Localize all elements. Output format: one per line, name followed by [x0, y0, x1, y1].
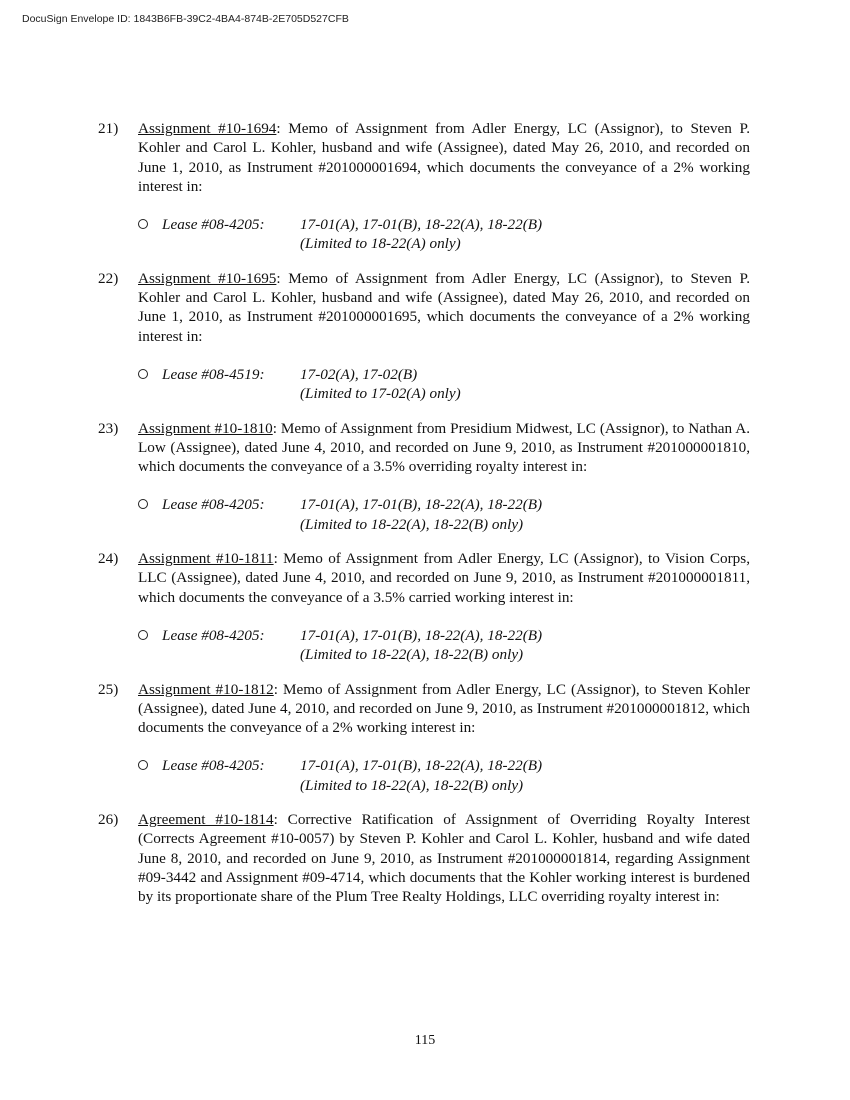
bullet-circle-icon [138, 630, 148, 640]
entry-paragraph [138, 810, 750, 906]
lease-id: Lease #08-4205: [162, 626, 265, 644]
envelope-id: DocuSign Envelope ID: 1843B6FB-39C2-4BA4-874B-2E705D527CFB [22, 13, 349, 25]
lease-tracts: 17-02(A), 17-02(B) [300, 365, 418, 383]
entry-22 [98, 269, 750, 404]
lease-tracts: 17-01(A), 17-01(B), 18-22(A), 18-22(B) [300, 496, 543, 514]
entry-paragraph [138, 680, 750, 738]
lease-id: Lease #08-4205: [162, 496, 265, 514]
entry-number: 24) [98, 550, 119, 568]
bullet-circle-icon [138, 369, 148, 379]
lease-tracts: 17-01(A), 17-01(B), 18-22(A), 18-22(B) [300, 216, 543, 234]
entry-number: 26) [98, 811, 119, 829]
lease-limit: (Limited to 17-02(A) only) [300, 385, 461, 403]
lease-item [138, 626, 750, 665]
entry-label: Agreement #10-1814 [138, 811, 274, 829]
document-body [98, 119, 750, 922]
entry-23 [98, 419, 750, 534]
entry-text: : Corrective Ratification of Assignment of Overriding Royalty Interest (Corrects Agreement #10-0057) by Steven P. Kohler and Carol L. Kohler, husband and wife dated June 8, 2010, and recorded on June 9, 2010, as Instrument #201000001814, regarding Assignment #09-3442 and Assignment #09-4714, which documents that the Kohler working interest is burdened by its proportionate share of the Plum Tree Realty Holdings, LLC overriding royalty interest in: [138, 811, 750, 906]
lease-limit: (Limited to 18-22(A), 18-22(B) only) [300, 515, 524, 533]
entry-label: Assignment #10-1810 [138, 419, 273, 437]
lease-tracts: 17-01(A), 17-01(B), 18-22(A), 18-22(B) [300, 626, 543, 644]
lease-id: Lease #08-4205: [162, 216, 265, 234]
entry-text: : Memo of Assignment from Presidium Midwest, LC (Assignor), to Nathan A. Low (Assignee), dated June 4, 2010, and recorded on June 9, 2010, as Instrument #201000001810, which documents the conveyance of a 3.5% overriding royalty interest in: [138, 419, 750, 476]
entry-number: 25) [98, 680, 119, 698]
entry-paragraph [138, 119, 750, 196]
lease-limit: (Limited to 18-22(A), 18-22(B) only) [300, 776, 524, 794]
entry-26 [98, 810, 750, 906]
entry-text: : Memo of Assignment from Adler Energy, LC (Assignor), to Steven Kohler (Assignee), dated June 4, 2010, and recorded on June 9, 2010, as Instrument #201000001812, which documents the conveyance of a 2% working interest in: [138, 680, 750, 737]
entry-number: 21) [98, 120, 119, 137]
entry-text: : Memo of Assignment from Adler Energy, LC (Assignor), to Vision Corps, LLC (Assignee), dated June 4, 2010, and recorded on June 9, 2010, as Instrument #201000001811, which documents the conveyance of a 3.5% carried working interest in: [138, 550, 750, 606]
entry-25 [98, 680, 750, 795]
lease-item [138, 495, 750, 534]
lease-limit: (Limited to 18-22(A) only) [300, 235, 461, 253]
entry-paragraph [138, 269, 750, 346]
lease-item [138, 215, 750, 254]
entry-label: Assignment #10-1812 [138, 680, 274, 698]
lease-item [138, 756, 750, 795]
entry-label: Assignment #10-1695 [138, 269, 277, 287]
bullet-circle-icon [138, 760, 148, 770]
lease-item [138, 365, 750, 404]
entry-number: 23) [98, 419, 119, 437]
entry-paragraph [138, 549, 750, 607]
entry-label: Assignment #10-1811 [138, 550, 274, 568]
entry-paragraph [138, 419, 750, 477]
entry-number: 22) [98, 269, 119, 287]
lease-limit: (Limited to 18-22(A), 18-22(B) only) [300, 646, 524, 664]
bullet-circle-icon [138, 499, 148, 509]
lease-id: Lease #08-4519: [162, 365, 265, 383]
bullet-circle-icon [138, 219, 148, 229]
entry-label: Assignment #10-1694 [138, 120, 277, 137]
entry-text: : Memo of Assignment from Adler Energy, LC (Assignor), to Steven P. Kohler and Carol L. Kohler, husband and wife (Assignee), dated May 26, 2010, and recorded on June 1, 2010, as Instrument #201000001694, which documents the conveyance of a 2% working interest in: [138, 120, 751, 195]
lease-tracts: 17-01(A), 17-01(B), 18-22(A), 18-22(B) [300, 757, 543, 775]
lease-id: Lease #08-4205: [162, 757, 265, 775]
entry-21 [98, 119, 750, 254]
entry-24 [98, 549, 750, 664]
entry-text: : Memo of Assignment from Adler Energy, LC (Assignor), to Steven P. Kohler and Carol L. Kohler, husband and wife (Assignee), dated May 26, 2010, and recorded on June 1, 2010, as Instrument #201000001695, which documents the conveyance of a 2% working interest in: [138, 269, 751, 345]
page-number: 115 [414, 1033, 436, 1048]
